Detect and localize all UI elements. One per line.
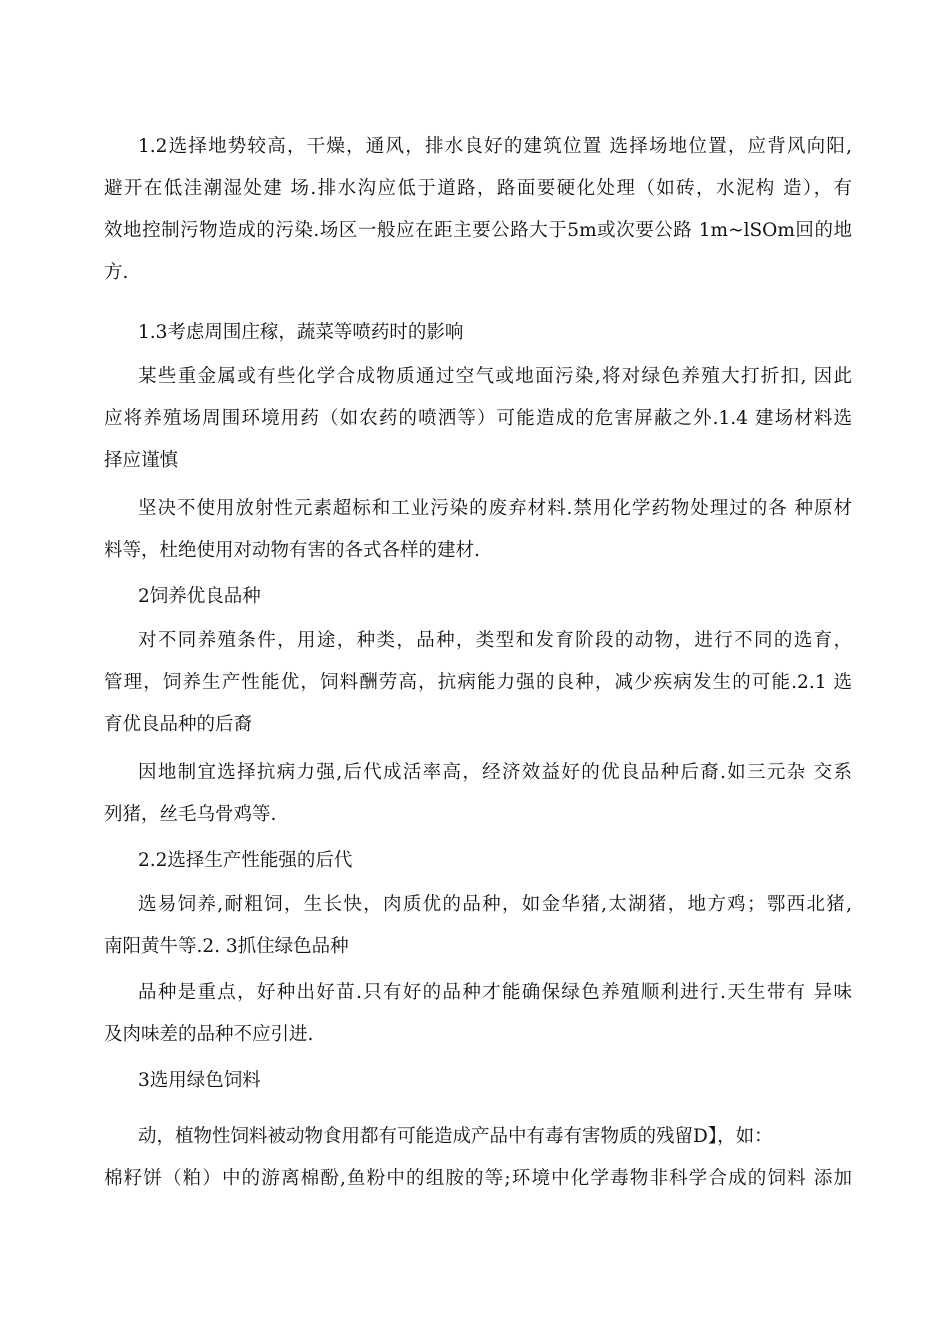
text-line: 选易饲养,耐粗饲，生长快，肉质优的品种，如金华猪,太湖猪，地方鸡；鄂西北猪, bbox=[138, 894, 852, 915]
text-line: 效地控制污物造成的污染.场区一般应在距主要公路大于5m或次要公路 1m~lSOm回的地 bbox=[104, 220, 852, 241]
paragraph-site-selection bbox=[104, 126, 852, 294]
text-line: 3选用绿色饲料 bbox=[138, 1070, 261, 1091]
paragraph-offspring bbox=[104, 752, 852, 836]
paragraph-breeds bbox=[104, 884, 852, 968]
text-line: 2饲养优良品种 bbox=[138, 586, 261, 607]
text-line: 育优良品种的后裔 bbox=[104, 714, 253, 735]
text-line: 应将养殖场周围环境用药（如农药的喷洒等）可能造成的危害屏蔽之外.1.4 建场材料选 bbox=[104, 408, 852, 429]
text-line: 2.2选择生产性能强的后代 bbox=[138, 850, 353, 871]
text-line: 避开在低洼潮湿处建 场.排水沟应低于道路，路面要硬化处理（如砖，水泥构 造），有 bbox=[104, 178, 852, 199]
paragraph-feed-toxins bbox=[104, 1158, 852, 1200]
text-line: 因地制宜选择抗病力强,后代成活率高，经济效益好的优良品种后裔.如三元杂 交系 bbox=[138, 762, 852, 783]
text-line: 某些重金属或有些化学合成物质通过空气或地面污染,将对绿色养殖大打折扣, 因此 bbox=[138, 366, 852, 387]
text-line: 坚决不使用放射性元素超标和工业污染的废弃材料.禁用化学药物处理过的各 种原材 bbox=[138, 498, 852, 519]
text-line: 料等，杜绝使用对动物有害的各式各样的建材. bbox=[104, 540, 480, 561]
paragraph-breeding bbox=[104, 620, 852, 746]
paragraph-feed-residue bbox=[104, 1116, 852, 1158]
text-line: 方. bbox=[104, 262, 129, 283]
text-line: 动，植物性饲料被动物食用都有可能造成产品中有毒有害物质的残留D】，如： bbox=[138, 1126, 773, 1147]
text-line: 对不同养殖条件，用途，种类，品种，类型和发育阶段的动物，进行不同的选育， bbox=[138, 630, 852, 651]
paragraph-green-breeds bbox=[104, 972, 852, 1056]
section-heading-1-3 bbox=[104, 312, 852, 354]
text-line: 1.3考虑周围庄稼，蔬菜等喷药时的影响 bbox=[138, 322, 464, 343]
text-line: 列猪，丝毛乌骨鸡等. bbox=[104, 804, 277, 825]
text-line: 择应谨慎 bbox=[104, 450, 179, 471]
text-line: 南阳黄牛等.2. 3抓住绿色品种 bbox=[104, 936, 349, 957]
text-line: 及肉味差的品种不应引进. bbox=[104, 1024, 314, 1045]
text-line: 1.2选择地势较高，干燥，通风，排水良好的建筑位置 选择场地位置，应背风向阳, bbox=[138, 136, 852, 157]
section-heading-2 bbox=[104, 576, 852, 618]
paragraph-building-materials bbox=[104, 488, 852, 572]
section-heading-3 bbox=[104, 1060, 852, 1102]
text-line: 品种是重点，好种出好苗.只有好的品种才能确保绿色养殖顺利进行.天生带有 异味 bbox=[138, 982, 852, 1003]
paragraph-pesticide-impact bbox=[104, 356, 852, 482]
section-heading-2-2 bbox=[104, 840, 852, 882]
text-line: 棉籽饼（粕）中的游离棉酚,鱼粉中的组胺的等;环境中化学毒物非科学合成的饲料 添加 bbox=[104, 1168, 852, 1189]
text-line: 管理，饲养生产性能优，饲料酬劳高，抗病能力强的良种，减少疾病发生的可能.2.1 选 bbox=[104, 672, 852, 693]
